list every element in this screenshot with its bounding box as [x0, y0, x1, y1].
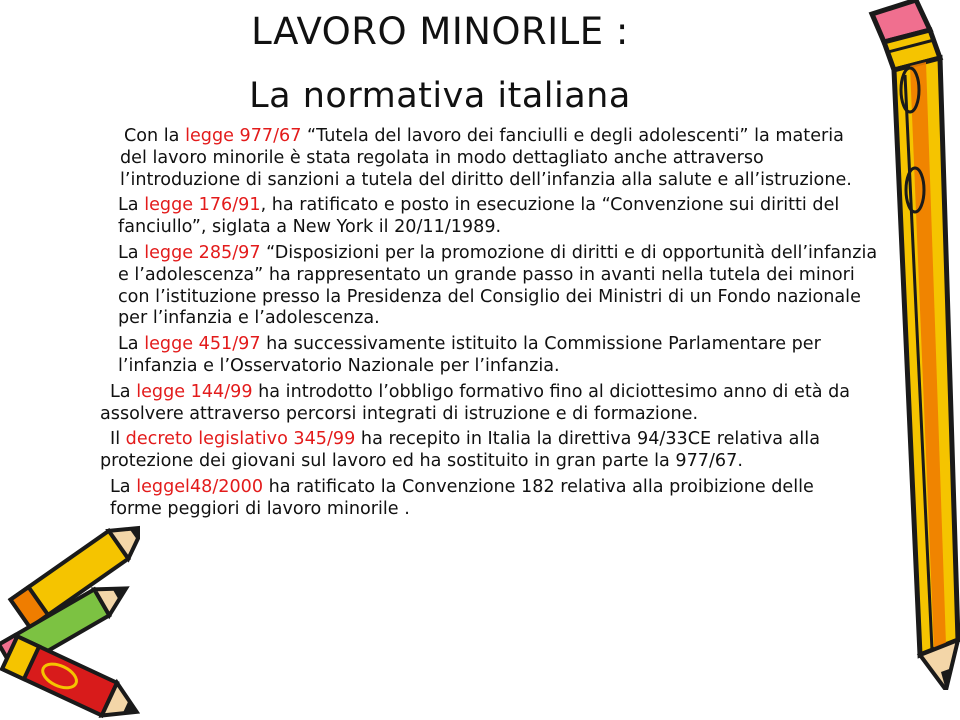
law-reference: legge 144/99: [136, 381, 253, 402]
slide-subtitle: La normativa italiana: [249, 76, 631, 116]
paragraph-legge-451-97: [100, 334, 878, 378]
law-reference: legge 977/67: [185, 126, 302, 146]
text-run: Il: [110, 429, 126, 450]
text-run: La: [118, 334, 145, 355]
text-run: ha recepito in Italia la direttiva 94/33CE relativa alla protezione dei giovani sul lavoro ed ha sostituito in gran parte la 977/67.: [100, 429, 826, 472]
text-run: , ha ratificato e posto in esecuzione la “Convenzione sui diritti del fanciullo”, siglata a New York il 20/11/1989.: [118, 195, 845, 238]
paragraph-decreto-345-99: [100, 429, 878, 473]
text-run: La: [110, 381, 137, 402]
paragraph-legge-144-99: [100, 382, 878, 426]
body-text: [100, 126, 883, 525]
text-run: “Disposizioni per la promozione di diritti e di opportunità dell’infanzia e l’adolescenza” ha rappresentato un grande passo in avanti nella tutela dei minori con l’istituzione presso la Presidenza del Consiglio dei Ministri di un Fondo nazionale per l’infanzia e l’adolescenza.: [118, 242, 883, 329]
text-run: ha introdotto l’obbligo formativo fino al diciottesimo anno di età da assolvere attraverso percorsi integrati di istruzione e di formazione.: [100, 381, 856, 424]
paragraph-legge-48-2000: [100, 477, 870, 521]
text-run: La: [118, 242, 145, 263]
text-run: ha ratificato la Convenzione 182 relativa alla proibizione delle forme peggiori di lavoro minorile .: [110, 476, 820, 519]
law-reference: leggel48/2000: [136, 476, 264, 497]
text-run: ha successivamente istituito la Commissione Parlamentare per l’infanzia e l’Osservatorio Nazionale per l’infanzia.: [118, 334, 827, 376]
text-run: Con la: [124, 126, 186, 146]
pencils-left-icon: [0, 500, 140, 720]
paragraph-legge-977-67: [100, 126, 876, 191]
law-reference: legge 451/97: [144, 334, 261, 355]
text-run: La: [118, 195, 145, 216]
paragraph-legge-176-91: [100, 195, 878, 239]
slide-title: LAVORO MINORILE :: [251, 10, 629, 53]
text-run: “Tutela del lavoro dei fanciulli e degli adolescenti” la materia del lavoro minorile è stata regolata in modo dettagliato anche attraverso l’introduzione di sanzioni a tutela del diritto dell’infanzia alla salute e all’istruzione.: [120, 126, 852, 190]
law-reference: legge 176/91: [144, 195, 261, 216]
law-reference: decreto legislativo 345/99: [125, 429, 356, 450]
paragraph-legge-285-97: [100, 242, 883, 330]
text-run: La: [110, 476, 137, 497]
law-reference: legge 285/97: [144, 242, 261, 263]
